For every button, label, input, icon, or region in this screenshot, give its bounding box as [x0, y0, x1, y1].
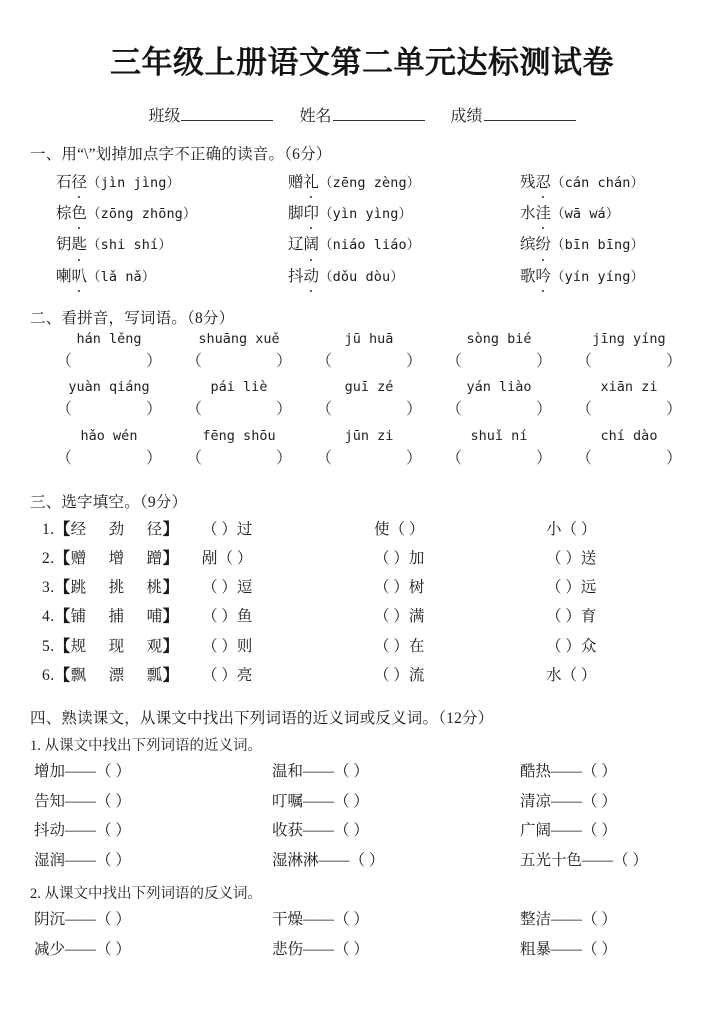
- dash: ——: [551, 910, 583, 928]
- pinyin-options[interactable]: （yìn yìng）: [319, 206, 413, 223]
- choose-row: [42, 602, 694, 631]
- word-term: 悲伤: [272, 940, 304, 958]
- synonym-item[interactable]: [34, 757, 272, 787]
- paren-right: ）: [275, 450, 292, 468]
- section-4-sub2: 2. 从课文中找出下列词语的反义词。: [30, 885, 262, 902]
- fill-blank-cell[interactable]: （ ）送: [546, 550, 597, 568]
- fill-blank-cell[interactable]: （ ）加: [374, 550, 425, 568]
- antonym-item[interactable]: [272, 935, 520, 965]
- section-1-heading: 一、用“\”划掉加点字不正确的读音。（6分）: [30, 146, 332, 164]
- pinyin-label: guī zé: [344, 379, 394, 396]
- word-term: 阴沉: [34, 910, 66, 928]
- paren-left: （: [316, 450, 333, 468]
- option-char: 瓢: [146, 666, 163, 684]
- synonym-item[interactable]: [520, 787, 694, 817]
- answer-blank[interactable]: （ ）: [96, 940, 131, 958]
- answer-blank[interactable]: （ ）: [582, 822, 617, 840]
- paren-right: ）: [145, 401, 162, 419]
- antonym-item[interactable]: [34, 905, 272, 935]
- answer-blank[interactable]: [56, 445, 162, 474]
- dash: ——: [303, 940, 335, 958]
- paren-left: （: [446, 450, 463, 468]
- answer-blank[interactable]: [446, 396, 552, 425]
- paren-left: （: [186, 401, 203, 419]
- dash: ——: [303, 822, 335, 840]
- pinyin-answer-row: [44, 444, 694, 474]
- answer-blank[interactable]: [576, 445, 682, 474]
- paren-right: ）: [535, 450, 552, 468]
- pinyin-label: jūn zi: [344, 428, 394, 445]
- pinyin-options[interactable]: （bīn bīng）: [551, 237, 645, 254]
- section-2-heading: 二、看拼音，写词语。（8分）: [30, 309, 235, 327]
- word-term: 清凉: [520, 792, 552, 810]
- word-term: 酷热: [520, 762, 552, 780]
- choose-row: [42, 632, 694, 661]
- paren-left: （: [316, 401, 333, 419]
- fill-blank-cell[interactable]: （ ）远: [546, 579, 597, 597]
- word-prefix: 辽: [288, 236, 304, 254]
- dotted-char: 印: [304, 200, 320, 227]
- fill-blank-cell[interactable]: （ ）在: [374, 637, 425, 655]
- pinyin-label: pái liè: [210, 379, 268, 396]
- row-number: 3.: [42, 579, 55, 597]
- dash: ——: [318, 852, 350, 870]
- synonym-item[interactable]: [34, 846, 272, 876]
- pinyin-label-row: [44, 331, 694, 347]
- section-3-heading: 三、选字填空。（9分）: [30, 494, 188, 512]
- section-2-block: [30, 331, 694, 474]
- word-prefix: 缤: [520, 236, 536, 254]
- fill-blank-cell[interactable]: 小（ ）: [546, 521, 597, 539]
- class-label: 班级: [148, 108, 181, 126]
- fill-blank-cell[interactable]: （ ）树: [374, 579, 425, 597]
- class-rule: [181, 107, 273, 122]
- paren-right: ）: [665, 401, 682, 419]
- pronunciation-item[interactable]: [56, 200, 288, 227]
- answer-blank[interactable]: [316, 445, 422, 474]
- synonym-row: [34, 787, 694, 817]
- pinyin-label: yuàn qiáng: [68, 379, 150, 396]
- bracket-left: 【: [54, 521, 71, 539]
- class-field[interactable]: [148, 103, 273, 126]
- score-label: 成绩: [450, 108, 483, 126]
- word-prefix: 歌: [520, 267, 536, 285]
- synonym-block: [30, 757, 694, 876]
- dash: ——: [303, 762, 335, 780]
- choose-options: [42, 661, 202, 690]
- pinyin-options[interactable]: （zēng zèng）: [319, 175, 421, 192]
- bracket-right: 】: [162, 637, 179, 655]
- option-char: 跳: [70, 579, 87, 597]
- answer-blank[interactable]: （ ）: [582, 792, 617, 810]
- section-1-grid: [30, 169, 694, 290]
- paren-left: （: [56, 401, 73, 419]
- paren-left: （: [316, 352, 333, 370]
- dash: ——: [551, 792, 583, 810]
- pronunciation-item[interactable]: [288, 263, 520, 290]
- answer-blank[interactable]: （ ）: [582, 762, 617, 780]
- paren-right: ）: [535, 401, 552, 419]
- pinyin-answer-row: [44, 395, 694, 425]
- word-term: 收获: [272, 822, 304, 840]
- paren-right: ）: [275, 401, 292, 419]
- bracket-left: 【: [54, 666, 71, 684]
- paren-left: （: [56, 450, 73, 468]
- dotted-char: 吟: [536, 263, 552, 290]
- synonym-row: [34, 757, 694, 787]
- word-prefix: 水: [520, 205, 536, 223]
- word-term: 减少: [34, 940, 66, 958]
- synonym-item[interactable]: [272, 816, 520, 846]
- fill-blank-cell[interactable]: （ ）流: [374, 666, 425, 684]
- pronunciation-item[interactable]: [56, 263, 288, 290]
- answer-blank[interactable]: （ ）: [96, 792, 131, 810]
- fill-blank-cell[interactable]: （ ）亮: [202, 666, 253, 684]
- antonym-row: [34, 935, 694, 965]
- synonym-item[interactable]: [34, 816, 272, 846]
- dash: ——: [582, 852, 614, 870]
- word-term: 增加: [34, 762, 66, 780]
- answer-blank[interactable]: [576, 396, 682, 425]
- dotted-char: 动: [304, 263, 320, 290]
- antonym-item[interactable]: [272, 905, 520, 935]
- pinyin-label: hán lěng: [76, 330, 142, 347]
- choose-options: [42, 602, 202, 631]
- pinyin-options[interactable]: （niáo liáo）: [319, 237, 421, 254]
- fill-blank-cell[interactable]: 水（ ）: [546, 666, 597, 684]
- choose-row: [42, 661, 694, 690]
- antonym-item[interactable]: [34, 935, 272, 965]
- pinyin-options[interactable]: （wā wá）: [551, 206, 620, 223]
- answer-blank[interactable]: [446, 445, 552, 474]
- pinyin-answer-row: [44, 347, 694, 377]
- score-field[interactable]: [451, 103, 576, 126]
- pronunciation-item[interactable]: [520, 169, 694, 196]
- paren-left: （: [446, 352, 463, 370]
- name-field[interactable]: [299, 103, 424, 126]
- dash: ——: [303, 792, 335, 810]
- option-char: 漂: [108, 666, 125, 684]
- paren-right: ）: [665, 450, 682, 468]
- dash: ——: [551, 822, 583, 840]
- dotted-char: 忍: [536, 169, 552, 196]
- word-term: 粗暴: [520, 940, 552, 958]
- dotted-char: 阔: [304, 231, 320, 258]
- fill-blank-cell[interactable]: （ ）众: [546, 637, 597, 655]
- bracket-right: 】: [162, 550, 179, 568]
- section-4-sub1: 1. 从课文中找出下列词语的近义词。: [30, 737, 262, 754]
- option-char: 劲: [108, 521, 125, 539]
- option-char: 桃: [146, 579, 163, 597]
- dash: ——: [303, 910, 335, 928]
- synonym-row: [34, 846, 694, 876]
- word-term: 五光十色: [520, 852, 583, 870]
- paren-right: ）: [665, 352, 682, 370]
- paren-right: ）: [405, 352, 422, 370]
- paren-right: ）: [145, 450, 162, 468]
- dotted-char: 径: [72, 169, 88, 196]
- name-label: 姓名: [299, 108, 332, 126]
- pronunciation-item[interactable]: [288, 231, 520, 258]
- answer-blank[interactable]: [316, 396, 422, 425]
- word-term: 广阔: [520, 822, 552, 840]
- pronunciation-item[interactable]: [520, 231, 694, 258]
- pinyin-label: fēng shōu: [202, 428, 276, 445]
- paren-left: （: [446, 401, 463, 419]
- pronunciation-item[interactable]: [56, 169, 288, 196]
- option-char: 铺: [70, 608, 87, 626]
- option-char: 蹭: [146, 550, 163, 568]
- paren-left: （: [576, 352, 593, 370]
- synonym-item[interactable]: [520, 757, 694, 787]
- synonym-item[interactable]: [34, 787, 272, 817]
- answer-blank[interactable]: （ ）: [334, 940, 369, 958]
- dash: ——: [65, 822, 97, 840]
- pinyin-label: jīng yíng: [592, 330, 666, 347]
- answer-blank[interactable]: [186, 348, 292, 377]
- option-char: 径: [146, 521, 163, 539]
- dash: ——: [551, 762, 583, 780]
- fill-blank-cell[interactable]: （ ）过: [202, 521, 253, 539]
- answer-blank[interactable]: （ ）: [334, 792, 369, 810]
- pinyin-options[interactable]: （shi shí）: [87, 237, 172, 254]
- bracket-left: 【: [54, 550, 71, 568]
- option-char: 挑: [108, 579, 125, 597]
- dash: ——: [551, 940, 583, 958]
- answer-blank[interactable]: [56, 348, 162, 377]
- pronunciation-item[interactable]: [520, 263, 694, 290]
- pinyin-label: jū huā: [344, 330, 394, 347]
- answer-blank[interactable]: （ ）: [334, 762, 369, 780]
- word-prefix: 喇: [56, 267, 72, 285]
- dash: ——: [65, 910, 97, 928]
- pinyin-options[interactable]: （yín yíng）: [551, 268, 645, 285]
- synonym-item[interactable]: [520, 846, 694, 876]
- option-char: 规: [70, 637, 87, 655]
- answer-blank[interactable]: （ ）: [334, 910, 369, 928]
- paren-right: ）: [535, 352, 552, 370]
- word-term: 叮嘱: [272, 792, 304, 810]
- pinyin-label-row: [44, 379, 694, 395]
- pinyin-options[interactable]: （lǎ nǎ）: [87, 268, 156, 285]
- answer-blank[interactable]: [446, 348, 552, 377]
- word-term: 湿润: [34, 852, 66, 870]
- word-term: 干燥: [272, 910, 304, 928]
- score-rule: [484, 107, 576, 122]
- bracket-right: 】: [162, 579, 179, 597]
- pinyin-options[interactable]: （dǒu dòu）: [319, 268, 404, 285]
- answer-blank[interactable]: [56, 396, 162, 425]
- page-title: 三年级上册语文第二单元达标测试卷: [110, 45, 614, 81]
- answer-blank[interactable]: （ ）: [334, 822, 369, 840]
- pronunciation-item[interactable]: [288, 200, 520, 227]
- choose-options: [42, 544, 202, 573]
- fill-blank-cell[interactable]: 使（ ）: [374, 521, 425, 539]
- section-4-heading: 四、熟读课文，从课文中找出下列词语的近义词或反义词。（12分）: [30, 709, 494, 727]
- answer-blank[interactable]: （ ）: [582, 940, 617, 958]
- dash: ——: [65, 852, 97, 870]
- paren-left: （: [186, 450, 203, 468]
- fill-blank-cell[interactable]: （ ）逗: [202, 579, 253, 597]
- word-term: 抖动: [34, 822, 66, 840]
- bracket-left: 【: [54, 579, 71, 597]
- answer-blank[interactable]: [186, 396, 292, 425]
- pinyin-label: chí dào: [600, 428, 658, 445]
- answer-blank[interactable]: [316, 348, 422, 377]
- fill-blank-cell[interactable]: （ ）满: [374, 608, 425, 626]
- antonym-block: [30, 905, 694, 965]
- pinyin-label: sòng bié: [466, 330, 532, 347]
- fill-blank-cell[interactable]: （ ）鱼: [202, 608, 253, 626]
- pronunciation-item[interactable]: [520, 200, 694, 227]
- option-char: 哺: [146, 608, 163, 626]
- word-term: 告知: [34, 792, 66, 810]
- answer-blank[interactable]: （ ）: [96, 910, 131, 928]
- bracket-left: 【: [54, 637, 71, 655]
- choose-row: [42, 573, 694, 602]
- synonym-item[interactable]: [272, 846, 520, 876]
- option-char: 飘: [70, 666, 87, 684]
- bracket-right: 】: [162, 608, 179, 626]
- row-number: 5.: [42, 637, 55, 655]
- choose-options: [42, 515, 202, 544]
- pinyin-label: shuǐ ní: [470, 428, 528, 445]
- paren-left: （: [186, 352, 203, 370]
- option-char: 经: [70, 521, 87, 539]
- row-number: 4.: [42, 608, 55, 626]
- dotted-char: 洼: [536, 200, 552, 227]
- word-term: 整洁: [520, 910, 552, 928]
- synonym-item[interactable]: [520, 816, 694, 846]
- answer-blank[interactable]: （ ）: [613, 852, 648, 870]
- choose-options: [42, 632, 202, 661]
- pronunciation-item[interactable]: [56, 231, 288, 258]
- word-prefix: 残: [520, 174, 536, 192]
- section-3-block: [30, 515, 694, 690]
- paren-right: ）: [275, 352, 292, 370]
- paren-left: （: [56, 352, 73, 370]
- answer-blank[interactable]: [186, 445, 292, 474]
- pinyin-options[interactable]: （zōng zhōng）: [87, 206, 197, 223]
- synonym-row: [34, 816, 694, 846]
- word-term: 湿淋淋: [272, 852, 319, 870]
- answer-blank[interactable]: （ ）: [349, 852, 385, 870]
- name-rule: [333, 107, 425, 122]
- dotted-char: 叭: [72, 263, 88, 290]
- answer-blank[interactable]: （ ）: [582, 910, 617, 928]
- option-char: 现: [108, 637, 125, 655]
- answer-blank[interactable]: （ ）: [96, 822, 131, 840]
- fill-blank-cell[interactable]: （ ）则: [202, 637, 253, 655]
- antonym-row: [34, 905, 694, 935]
- pronunciation-item[interactable]: [288, 169, 520, 196]
- word-prefix: 赠: [288, 174, 304, 192]
- word-term: 温和: [272, 762, 304, 780]
- pinyin-options[interactable]: （cán chán）: [551, 175, 645, 192]
- answer-blank[interactable]: （ ）: [96, 852, 131, 870]
- dash: ——: [65, 762, 97, 780]
- fill-blank-cell[interactable]: 剐（ ）: [202, 550, 253, 568]
- dotted-char: 匙: [72, 231, 88, 258]
- paren-right: ）: [145, 352, 162, 370]
- fill-blank-cell[interactable]: （ ）育: [546, 608, 597, 626]
- word-prefix: 脚: [288, 205, 304, 223]
- row-number: 1.: [42, 521, 55, 539]
- answer-blank[interactable]: [576, 348, 682, 377]
- paren-left: （: [576, 450, 593, 468]
- synonym-item[interactable]: [272, 787, 520, 817]
- pinyin-label: xiān zi: [600, 379, 658, 396]
- dotted-char: 纷: [536, 231, 552, 258]
- pinyin-options[interactable]: （jìn jìng）: [87, 175, 181, 192]
- choose-row: [42, 544, 694, 573]
- synonym-item[interactable]: [272, 757, 520, 787]
- dash: ——: [65, 792, 97, 810]
- bracket-right: 】: [162, 521, 179, 539]
- option-char: 观: [146, 637, 163, 655]
- dotted-char: 礼: [304, 169, 320, 196]
- row-number: 6.: [42, 666, 55, 684]
- word-prefix: 石: [56, 174, 72, 192]
- antonym-item[interactable]: [520, 905, 694, 935]
- option-char: 赠: [70, 550, 87, 568]
- choose-options: [42, 573, 202, 602]
- antonym-item[interactable]: [520, 935, 694, 965]
- paren-right: ）: [405, 450, 422, 468]
- pinyin-label: hǎo wén: [80, 428, 138, 445]
- option-char: 捕: [108, 608, 125, 626]
- row-number: 2.: [42, 550, 55, 568]
- paren-right: ）: [405, 401, 422, 419]
- dash: ——: [65, 940, 97, 958]
- dotted-char: 色: [72, 200, 88, 227]
- pinyin-label-row: [44, 428, 694, 444]
- paren-left: （: [576, 401, 593, 419]
- bracket-left: 【: [54, 608, 71, 626]
- word-prefix: 钥: [56, 236, 72, 254]
- word-prefix: 棕: [56, 205, 72, 223]
- bracket-right: 】: [162, 666, 179, 684]
- pinyin-label: yán liào: [466, 379, 532, 396]
- choose-row: [42, 515, 694, 544]
- word-prefix: 抖: [288, 267, 304, 285]
- pinyin-label: shuāng xuě: [198, 330, 280, 347]
- answer-blank[interactable]: （ ）: [96, 762, 131, 780]
- option-char: 增: [108, 550, 125, 568]
- student-info-line: [30, 103, 694, 126]
